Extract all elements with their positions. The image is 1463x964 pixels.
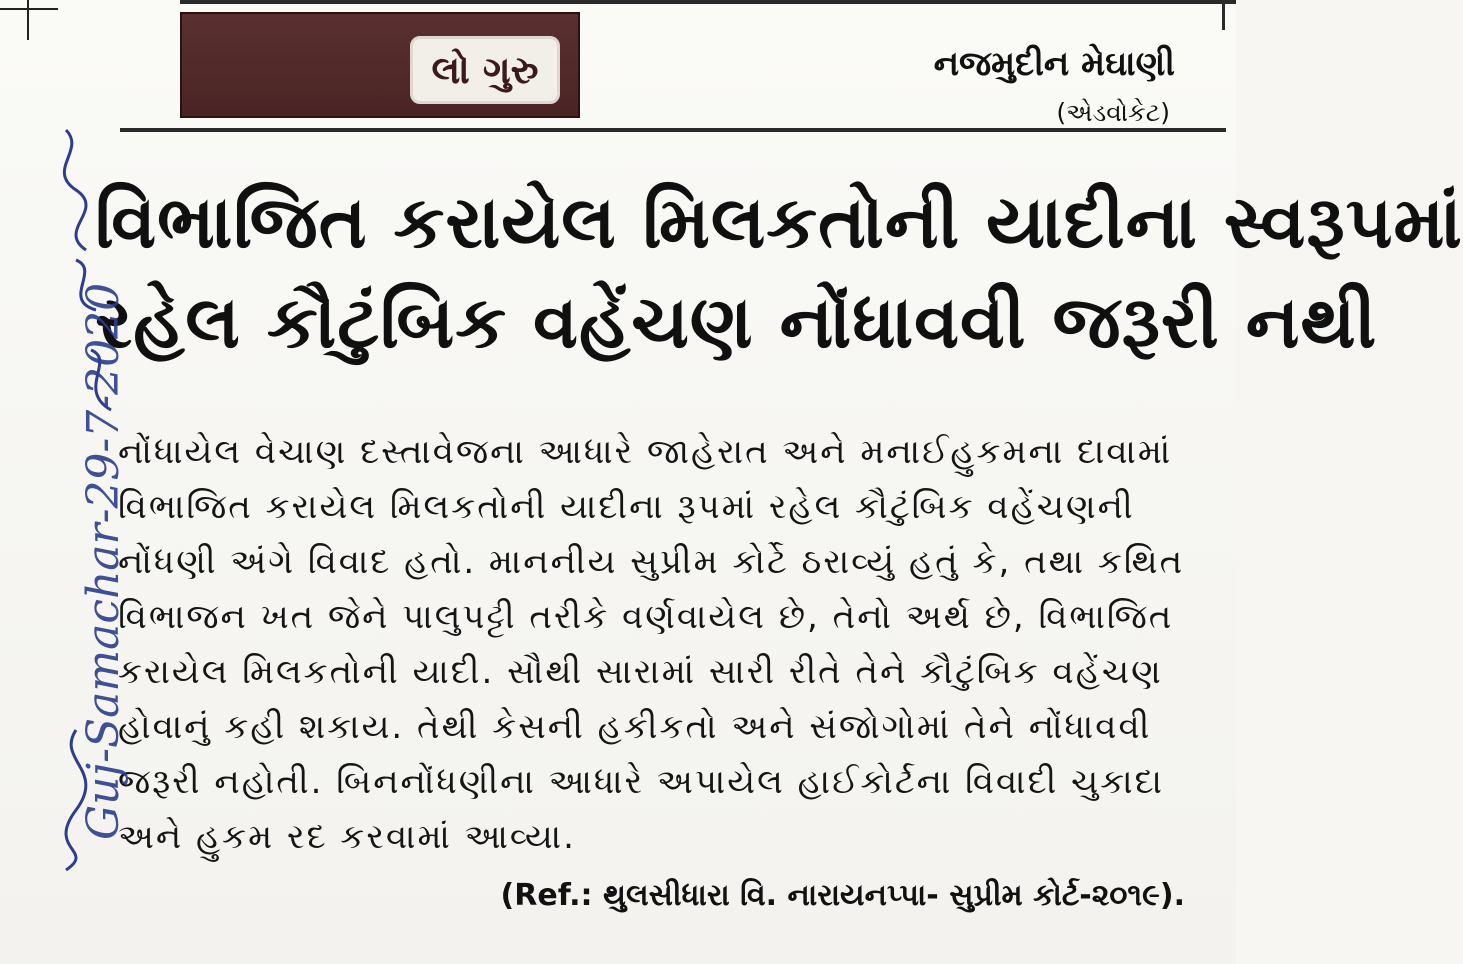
case-reference: (Ref.: થુલસીધારા વિ. નારાયનપ્પા- સુપ્રીમ કોર્ટ-૨૦૧૯). (500, 878, 1185, 913)
body-line: વિભાજિત કરાયેલ મિલકતોની યાદીના રૂપમાં રહેલ કૌટુંબિક વહેંચણની (118, 487, 1135, 527)
column-label: લો ગુરુ (410, 36, 560, 104)
crop-mark-vertical (27, 0, 29, 40)
crop-mark-horizontal (0, 8, 58, 10)
author-name: નજમુદીન મેઘાણી (933, 44, 1175, 84)
body-line: કરાયેલ મિલકતોની યાદી. સૌથી સારામાં સારી રીતે તેને કૌટુંબિક વહેંચણ (118, 652, 1163, 692)
body-line: નોંધાયેલ વેચાણ દસ્તાવેજના આધારે જાહેરાત અને મનાઈહુકમના દાવામાં (118, 432, 1173, 472)
body-line: હોવાનું કહી શકાય. તેથી કેસની હકીકતો અને સંજોગોમાં તેને નોંધાવવી (118, 707, 1152, 747)
body-line: વિભાજન ખત જેને પાલુપટ્ટી તરીકે વર્ણવાયેલ છે, તેનો અર્થ છે, વિભાજિત (118, 597, 1174, 637)
article-headline (95, 172, 1463, 372)
top-border-rule (180, 0, 1236, 4)
right-border-rule (1222, 0, 1225, 30)
headline-line-1: વિભાજિત કરાયેલ મિલકતોની યાદીના સ્વરૂપમાં (95, 180, 1463, 264)
author-title: (એડવોકેટ) (1056, 98, 1170, 127)
headline-line-2: રહેલ કૌટુંબિક વહેંચણ નોંધાવવી જરૂરી નથી (95, 280, 1378, 364)
body-line: જરૂરી નહોતી. બિનનોંધણીના આધારે અપાયેલ હાઈકોર્ટના વિવાદી ચુકાદા (118, 762, 1164, 802)
handwritten-date: Guj-Samachar-29-7-2020 (78, 282, 129, 840)
header-divider (120, 128, 1226, 132)
body-line: અને હુકમ રદ કરવામાં આવ્યા. (118, 817, 576, 857)
article-body (118, 425, 1185, 865)
body-line: નોંધણી અંગે વિવાદ હતો. માનનીય સુપ્રીમ કોર્ટે ઠરાવ્યું હતું કે, તથા કથિત (118, 542, 1185, 582)
